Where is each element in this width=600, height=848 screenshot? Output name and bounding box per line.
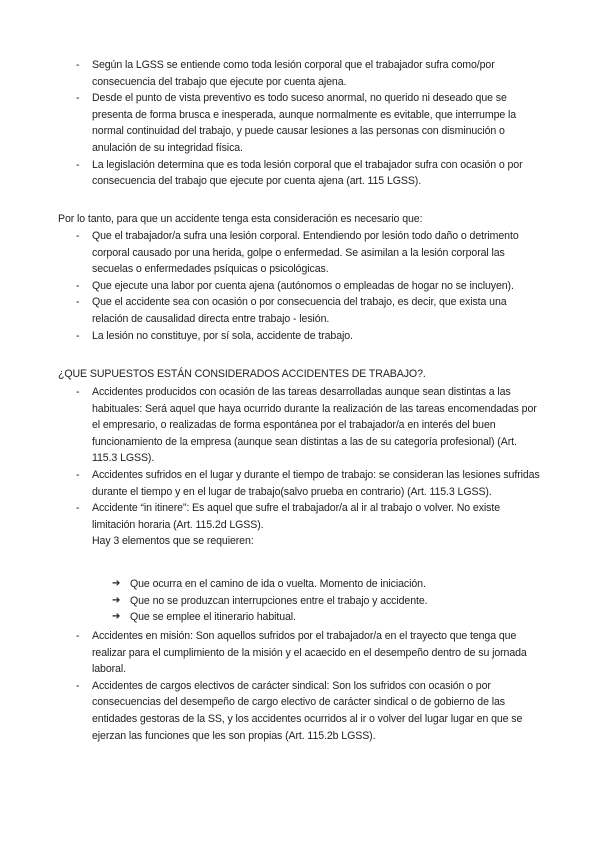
- requirements-list: [0, 228, 600, 344]
- list-item: - Accidentes sufridos en el lugar y durante el tiempo de trabajo: se consideran las lesiones sufridas durante el tiempo y en el lugar de trabajo(salvo prueba en contrario) (Art. 115.3 LGSS).: [76, 468, 540, 498]
- dash-bullet: -: [76, 59, 80, 71]
- list-item: - La legislación determina que es toda lesión corporal que el trabajador sufra con ocasión o por consecuencia del trabajo que ejecute por cuenta ajena (art. 115 LGSS).: [76, 158, 523, 188]
- definitions-list: [0, 57, 600, 190]
- dash-bullet: -: [76, 279, 80, 292]
- list-item: - Accidentes de cargos electivos de carácter sindical: Son los sufridos con ocasión o por consecuencias del desempeño de cargo electivo de carácter sindical o de gobierno de las entidades gestoras de la SS, y los accidentes ocurridos al ir o volver del lugar lugar en que se ejerzan las funciones que les son propias (Art. 115.2b LGSS).: [76, 679, 523, 742]
- dash-bullet: -: [76, 468, 80, 481]
- dash-bullet: -: [76, 329, 80, 342]
- dash-bullet: -: [76, 630, 80, 642]
- dash-bullet: -: [76, 230, 80, 242]
- list-item: - Accidentes en misión: Son aquellos sufridos por el trabajador/a en el trayecto que tenga que realizar para el cumplimiento de la misión y el acaecido en el desempeño dentro de su jornada laboral.: [76, 630, 527, 676]
- section-heading: ¿QUE SUPUESTOS ESTÁN CONSIDERADOS ACCIDENTES DE TRABAJO?.: [58, 368, 426, 380]
- dash-bullet: -: [76, 92, 80, 105]
- dash-bullet: -: [76, 679, 80, 692]
- accident-types-list-continued: [0, 628, 600, 744]
- arrow-bullet-icon: ➔: [112, 578, 121, 589]
- list-item: - Desde el punto de vista preventivo es todo suceso anormal, no querido ni deseado que se presenta de forma brusca e inesperada, aunque normalmente es evitable, que interrumpe la normal continuidad del trabajo, y puede causar lesiones a las personas con disminución o anulación de su integridad física.: [76, 92, 517, 154]
- sub-list-item: ➔ Que no se produzcan interrupciones entre el trabajo y accidente.: [0, 593, 600, 610]
- list-item: - La lesión no constituye, por sí sola, accidente de trabajo.: [0, 328, 600, 345]
- itinere-requirements-list: [0, 576, 600, 626]
- dash-bullet: -: [76, 158, 80, 171]
- list-item: - Que el accidente sea con ocasión o por consecuencia del trabajo, es decir, que exista una relación de causalidad directa entre trabajo - lesión.: [76, 296, 507, 325]
- accident-types-list: [0, 384, 600, 550]
- dash-bullet: -: [76, 296, 80, 309]
- list-item: - Accidentes producidos con ocasión de las tareas desarrolladas aunque sean distintas a las habituales: Será aquel que haya ocurrido durante la realización de las tareas encomendadas por el empresario, o realizadas de forma espontánea por el trabajador/a en interés del buen funcionamiento de la empresa (aunque sean distintas a las de su categoría profesional) (Art. 115.3 LGSS).: [76, 386, 537, 465]
- sub-list-item: ➔ Que ocurra en el camino de ida o vuelta. Momento de iniciación.: [0, 576, 600, 593]
- sub-list-item: ➔ Que se emplee el itinerario habitual.: [0, 609, 600, 626]
- arrow-bullet-icon: ➔: [112, 594, 121, 606]
- dash-bullet: -: [76, 502, 80, 515]
- list-item: - Accidente “in itinere”: Es aquel que sufre el trabajador/a al ir al trabajo o volver. No existe limitación horaria (Art. 115.2d LGSS). Hay 3 elementos que se requieren:: [0, 500, 600, 550]
- requirements-note: Hay 3 elementos que se requieren:: [92, 535, 254, 548]
- list-item: - Que el trabajador/a sufra una lesión corporal. Entendiendo por lesión todo daño o detrimento corporal causado por una herida, golpe o enfermedad. Se asimilan a la lesión corporal las secuelas o enfermedades psíquicas o psicológicas.: [76, 230, 519, 276]
- list-item: - Que ejecute una labor por cuenta ajena (autónomos o empleadas de hogar no se incluyen).: [0, 278, 600, 295]
- intro-paragraph: Por lo tanto, para que un accidente tenga esta consideración es necesario que:: [58, 213, 423, 225]
- dash-bullet: -: [76, 386, 80, 398]
- arrow-bullet-icon: ➔: [112, 611, 121, 623]
- list-item: - Según la LGSS se entiende como toda lesión corporal que el trabajador sufra como/por consecuencia del trabajo que ejecute por cuenta ajena.: [76, 59, 495, 88]
